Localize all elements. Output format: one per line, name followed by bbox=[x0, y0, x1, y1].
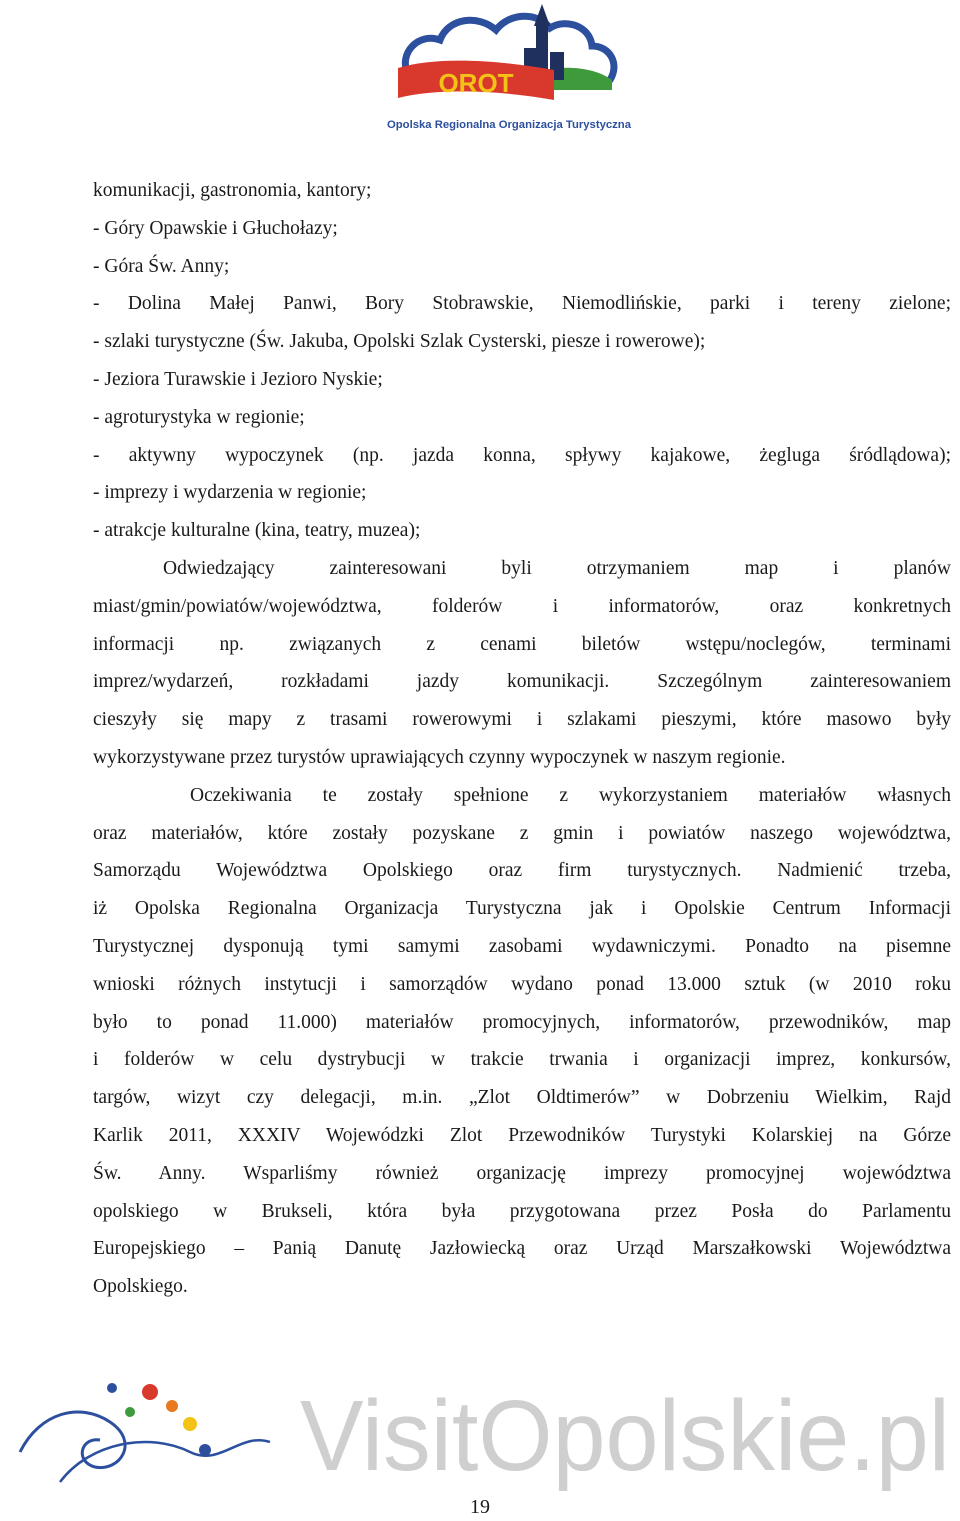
list-item: - Jeziora Turawskie i Jezioro Nyskie; bbox=[93, 368, 383, 390]
list-item: - agroturystyka w regionie; bbox=[93, 406, 305, 428]
orot-logo bbox=[378, 4, 640, 134]
paragraph-line: i folderów w celu dystrybucji w trakcie trwania i organizacji imprez, konkursów, bbox=[93, 1049, 951, 1071]
paragraph-line: było to ponad 11.000) materiałów promocyjnych, informatorów, przewodników, map bbox=[93, 1011, 951, 1033]
list-item: - aktywny wypoczynek (np. jazda konna, spływy kajakowe, żegluga śródlądowa); bbox=[93, 444, 951, 466]
paragraph-line: Św. Anny. Wsparliśmy również organizację imprezy promocyjnej województwa bbox=[93, 1162, 951, 1184]
main-content bbox=[93, 172, 951, 1306]
paragraph-line: opolskiego w Brukseli, która była przygotowana przez Posła do Parlamentu bbox=[93, 1200, 951, 1222]
paragraph-line: imprez/wydarzeń, rozkładami jazdy komunikacji. Szczególnym zainteresowaniem bbox=[93, 671, 951, 693]
paragraph-line: informacji np. związanych z cenami biletów wstępu/noclegów, terminami bbox=[93, 633, 951, 655]
paragraph-line: wykorzystywane przez turystów uprawiających czynny wypoczynek w naszym regionie. bbox=[93, 746, 786, 768]
list-item: - Góra Św. Anny; bbox=[93, 255, 230, 277]
floral-swirl-icon bbox=[20, 1383, 270, 1482]
list-item: - imprezy i wydarzenia w regionie; bbox=[93, 482, 367, 504]
list-item: - Dolina Małej Panwi, Bory Stobrawskie, Niemodlińskie, parki i tereny zielone; bbox=[93, 293, 951, 315]
paragraph-line: Oczekiwania te zostały spełnione z wykorzystaniem materiałów własnych bbox=[190, 784, 951, 806]
paragraph-line: Opolskiego. bbox=[93, 1276, 188, 1298]
paragraph-line: Europejskiego – Panią Danutę Jazłowiecką oraz Urząd Marszałkowski Województwa bbox=[93, 1238, 951, 1260]
paragraph-line: Karlik 2011, XXXIV Wojewódzki Zlot Przewodników Turystyki Kolarskiej na Górze bbox=[93, 1124, 951, 1146]
paragraph-line: Turystycznej dysponują tymi samymi zasobami wydawniczymi. Ponadto na pisemne bbox=[93, 935, 951, 957]
text-line: komunikacji, gastronomia, kantory; bbox=[93, 180, 372, 201]
list-item: - Góry Opawskie i Głuchołazy; bbox=[93, 217, 338, 239]
paragraph-line: wnioski różnych instytucji i samorządów wydano ponad 13.000 sztuk (w 2010 roku bbox=[93, 973, 951, 995]
logo-text: OROT bbox=[438, 68, 514, 98]
logo-subtitle: Opolska Regionalna Organizacja Turystyczna bbox=[386, 119, 632, 131]
paragraph-line: iż Opolska Regionalna Organizacja Turystyczna jak i Opolskie Centrum Informacji bbox=[93, 898, 951, 920]
list-item: - szlaki turystyczne (Św. Jakuba, Opolski Szlak Cysterski, piesze i rowerowe); bbox=[93, 331, 706, 353]
paragraph-line: Odwiedzający zainteresowani byli otrzymaniem map i planów bbox=[163, 557, 951, 579]
paragraph-line: oraz materiałów, które zostały pozyskane z gmin i powiatów naszego województwa, bbox=[93, 822, 951, 844]
paragraph-line: cieszyły się mapy z trasami rowerowymi i szlakami pieszymi, które masowo były bbox=[93, 709, 951, 731]
list-item: - atrakcje kulturalne (kina, teatry, muzea); bbox=[93, 520, 421, 542]
paragraph-line: miast/gmin/powiatów/województwa, folderów i informatorów, oraz konkretnych bbox=[93, 595, 951, 617]
page-number: 19 bbox=[470, 1496, 490, 1518]
footer-logo-text: VisitOpolskie.pl bbox=[300, 1380, 950, 1492]
paragraph-line: targów, wizyt czy delegacji, m.in. „Zlot Oldtimerów” w Dobrzeniu Wielkim, Rajd bbox=[93, 1087, 951, 1109]
paragraph-line: Samorządu Województwa Opolskiego oraz firm turystycznych. Nadmienić trzeba, bbox=[93, 860, 951, 882]
visitopolskie-logo bbox=[0, 1372, 960, 1492]
